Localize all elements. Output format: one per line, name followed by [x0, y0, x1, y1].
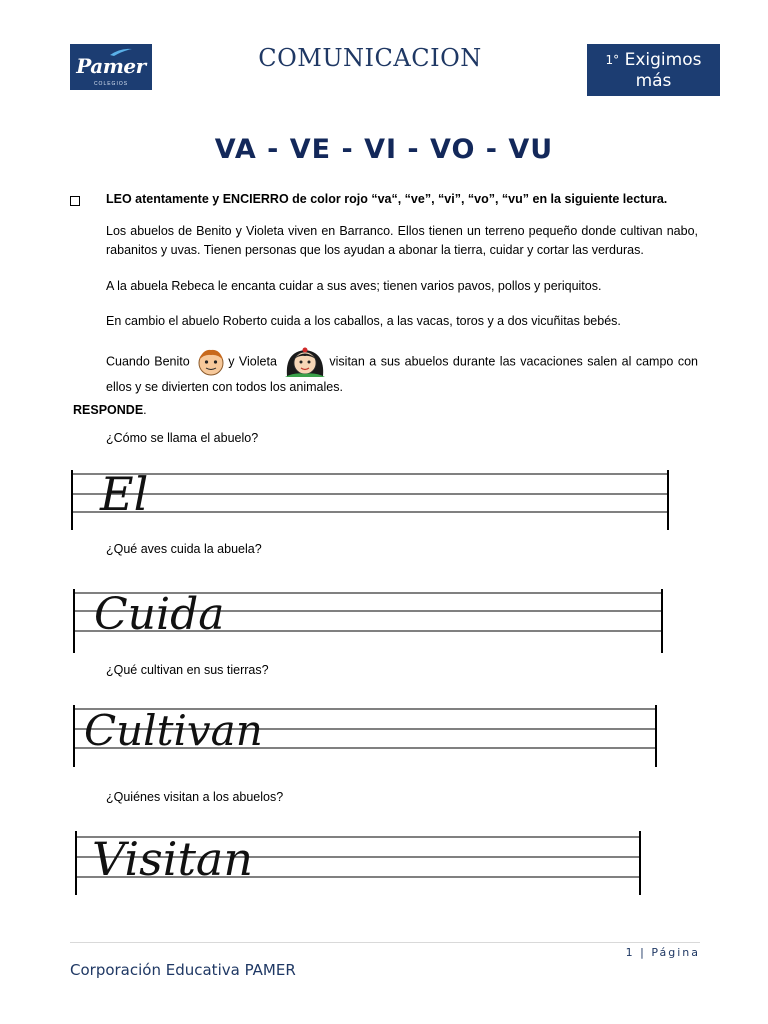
girl-face-icon	[281, 346, 329, 378]
answer-box-1	[68, 467, 672, 532]
instruction-text: LEO atentamente y ENCIERRO de color rojo “va“, “ve”, “vi”, “vo”, “vu” en la siguiente lectura.	[106, 192, 668, 206]
responde-label: RESPONDE	[73, 403, 144, 417]
question-1: ¿Cómo se llama el abuelo?	[106, 431, 259, 445]
badge-slogan: Exigimos más	[624, 50, 702, 91]
footer-divider	[70, 942, 700, 943]
logo-text: Pamer	[76, 54, 146, 78]
logo-subtext: COLEGIOS	[93, 81, 129, 87]
reading-paragraph-4	[106, 346, 698, 397]
reading-paragraph-3: En cambio el abuelo Roberto cuida a los caballos, a las vacas, toros y a dos vicuñitas bebés.	[106, 314, 621, 328]
answer-text-4: Visitan	[92, 832, 253, 886]
responde-punct: .	[143, 403, 147, 417]
reading-text-part-b: y Violeta	[228, 354, 282, 369]
question-2: ¿Qué aves cuida la abuela?	[106, 542, 262, 556]
subject-title: COMUNICACION	[258, 44, 482, 72]
answer-box-2	[70, 589, 666, 655]
grade-badge	[587, 44, 720, 96]
answer-text-3: Cultivan	[84, 706, 263, 755]
page-label: | Página	[640, 946, 700, 959]
answer-text-2: Cuida	[94, 589, 225, 640]
responde-heading	[73, 403, 147, 417]
checkbox-bullet-icon	[70, 196, 80, 206]
question-3: ¿Qué cultivan en sus tierras?	[106, 663, 269, 677]
answer-text-1: El	[100, 467, 149, 521]
reading-paragraph-2: A la abuela Rebeca le encanta cuidar a sus aves; tienen varios pavos, pollos y periquitos.	[106, 279, 602, 293]
page-number	[560, 946, 700, 959]
page-number-value: 1	[625, 946, 635, 959]
page-title: VA - VE - VI - VO - VU	[214, 134, 554, 165]
reading-text-part-a: Cuando Benito	[106, 354, 195, 369]
answer-box-4	[72, 831, 644, 897]
reading-text-part-c: visitan a sus abuelos durante las vacaciones salen al campo con ellos y se divierten con todos los animales.	[106, 354, 698, 394]
pamer-logo	[70, 44, 152, 90]
footer-organization: Corporación Educativa PAMER	[70, 961, 296, 979]
grade-label: 1°	[605, 53, 620, 67]
reading-paragraph-1: Los abuelos de Benito y Violeta viven en Barranco. Ellos tienen un terreno pequeño donde cultivan nabo, rabanitos y uvas. Tienen personas que los ayudan a abonar la tierra, cuidar y cortar las verduras.	[106, 224, 698, 257]
question-4: ¿Quiénes visitan a los abuelos?	[106, 790, 284, 804]
boy-face-icon	[194, 347, 228, 377]
answer-box-3	[70, 705, 660, 769]
